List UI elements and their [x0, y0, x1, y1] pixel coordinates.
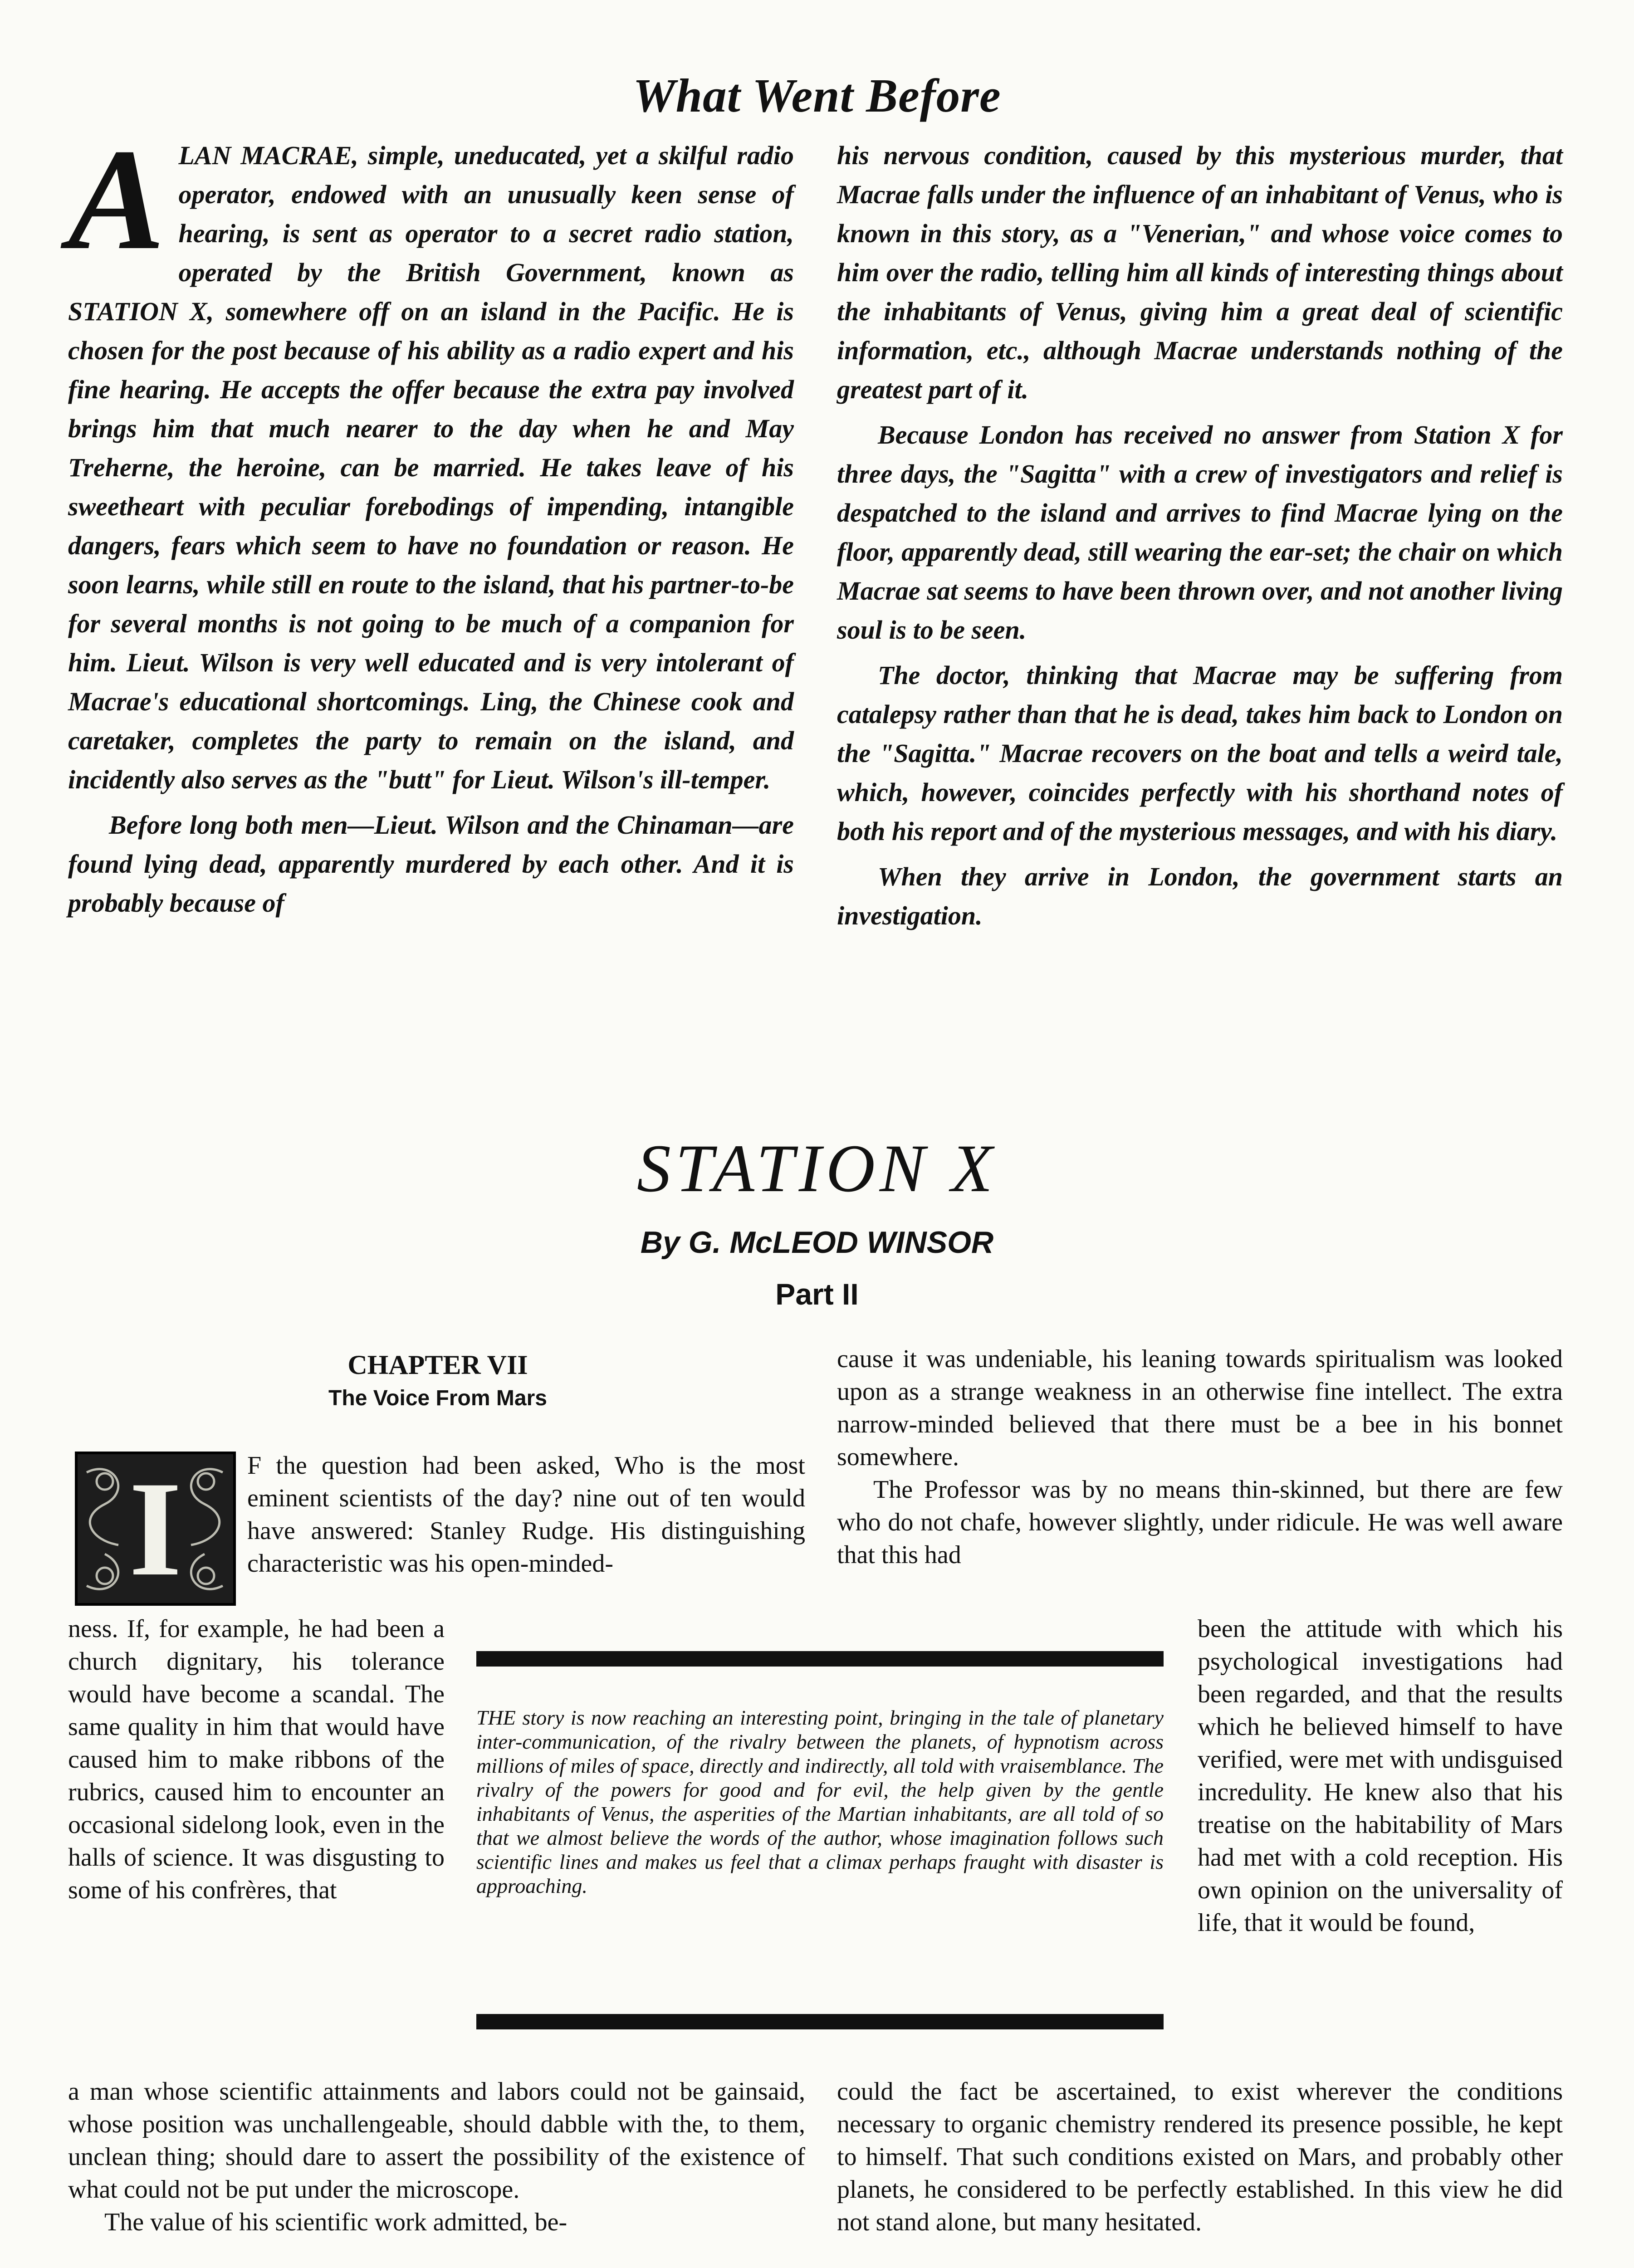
synopsis-drop-cap: A [68, 119, 165, 280]
story-left-upper: F the question had been asked, Who is the most eminent scientists of the day? nine out of ten would have answered: Stanley Rudge. His distinguishing characteristic was his open-minded- [247, 1452, 805, 1578]
story-right-narrow: been the attitude with which his psychological investigations had been regarded, and that the results which he believed himself to have verified, were met with undisguised incredulity. He knew also that his treatise on the habitability of Mars had met with a cold reception. His own opinion on the universality of life, that it would be found, [1198, 1615, 1563, 1937]
synopsis-title: What Went Before [633, 69, 1001, 122]
synopsis-paragraph: ALAN MACRAE, simple, uneducated, yet a skilful radio operator, endowed with an unusually keen sense of hearing, is sent as operator to a secret radio station, operated by the British Government, known as STATION X, somewhere off on an island in the Pacific. He is chosen for the post because of his ability as a radio expert and his fine hearing. He accepts the offer because the extra pay involved brings him that much nearer to the day when he and May Treherne, the heroine, can be married. He takes leave of his sweetheart with peculiar forebodings of impending, intangible dangers, fears which seem to have no foundation or reason. He soon learns, while still en route to the island, that his partner-to-be for several months is not going to be much of a companion for him. Lieut. Wilson is very well educated and is very intolerant of Macrae's educational shortcomings. Ling, the Chinese cook and caretaker, completes the party to remain on the island, and incidently also serves as the "butt" for Lieut. Wilson's ill-temper. [68, 119, 794, 794]
note-top-rule [476, 1651, 1164, 1667]
synopsis-paragraph: his nervous condition, caused by this mysterious murder, that Macrae falls under the influence of an inhabitant of Venus, who is known in this story, as a "Venerian," and whose voice comes to him over the radio, telling him all kinds of interesting things about the inhabitants of Venus, giving him a great deal of scientific information, etc., although Macrae understands nothing of the greatest part of it. [837, 141, 1563, 404]
story-left-narrow: ness. If, for example, he had been a church dignitary, his tolerance would have become a scandal. The same quality in him that would have caused him to make ribbons of the rubrics, caused him to encounter an occasional sidelong look, even in the halls of science. It was disgusting to some of his confrères, that [68, 1615, 445, 1904]
note-bottom-rule [476, 2014, 1164, 2029]
synopsis-paragraph: The doctor, thinking that Macrae may be suffering from catalepsy rather than that he is dead, takes him back to London on the "Sagitta." Macrae recovers on the boat and tells a weird tale, which, however, coincides perfectly with his shorthand notes of both his report and of the mysterious messages, and with his diary. [837, 660, 1563, 846]
story-right-lower: could the fact be ascertained, to exist wherever the conditions necessary to organic chemistry rendered its presence possible, he kept to himself. That such conditions existed on Mars, and probably other planets, he considered to be perfectly established. In this view he did not stand alone, but many hesitated. [837, 2077, 1563, 2236]
synopsis-paragraph: Because London has received no answer from Station X for three days, the "Sagitta" with a crew of investigators and relief is despatched to the island and arrives to find Macrae lying on the floor, apparently dead, still wearing the ear-set; the chair on which Macrae sat seems to have been thrown over, and not another living soul is to be seen. [837, 420, 1563, 645]
synopsis-paragraph: When they arrive in London, the government starts an investigation. [837, 862, 1563, 930]
editor-note: THE story is now reaching an interesting point, bringing in the tale of planetary inter-communication, of the rivalry between the planets, of hypnotism across millions of miles of space, directly and indirectly, all told with vraisemblance. The rivalry of the powers for good and for evil, the help given by the gentle inhabitants of Venus, the asperities of the Martian inhabitants, are all told of so that we almost believe the words of the author, whose imagination follows such scientific lines and makes us feel that a climax perhaps fraught with disaster is approaching. [476, 1706, 1164, 1897]
story-left-lower: a man whose scientific attainments and labors could not be gainsaid, whose position was unchallengeable, should dabble with the, to them, unclean thing; should dare to assert the possibility of the existence of what could not be put under the microscope. The value of his scientific work admitted, be- [68, 2077, 805, 2236]
synopsis-right-column [837, 136, 1563, 942]
ornate-drop-cap: I [75, 1452, 236, 1606]
synopsis-paragraph: Before long both men—Lieut. Wilson and the Chinaman—are found lying dead, apparently murdered by each other. And it is probably because of [68, 810, 794, 918]
story-part: Part II [775, 1277, 859, 1311]
story-byline: By G. McLEOD WINSOR [640, 1225, 994, 1260]
chapter-heading: CHAPTER VII [347, 1350, 528, 1380]
chapter-title: The Voice From Mars [328, 1386, 547, 1410]
synopsis-left-column [68, 119, 794, 929]
story-right-upper: cause it was undeniable, his leaning towards spiritualism was looked upon as a strange weakness in an otherwise fine intellect. The extra narrow-minded believed that there must be a bee in his bonnet somewhere. The Professor was by no means thin-skinned, but there are few who do not chafe, however slightly, under ridicule. He was well aware that this had [837, 1345, 1563, 1569]
story-title: STATION X [636, 1131, 998, 1206]
